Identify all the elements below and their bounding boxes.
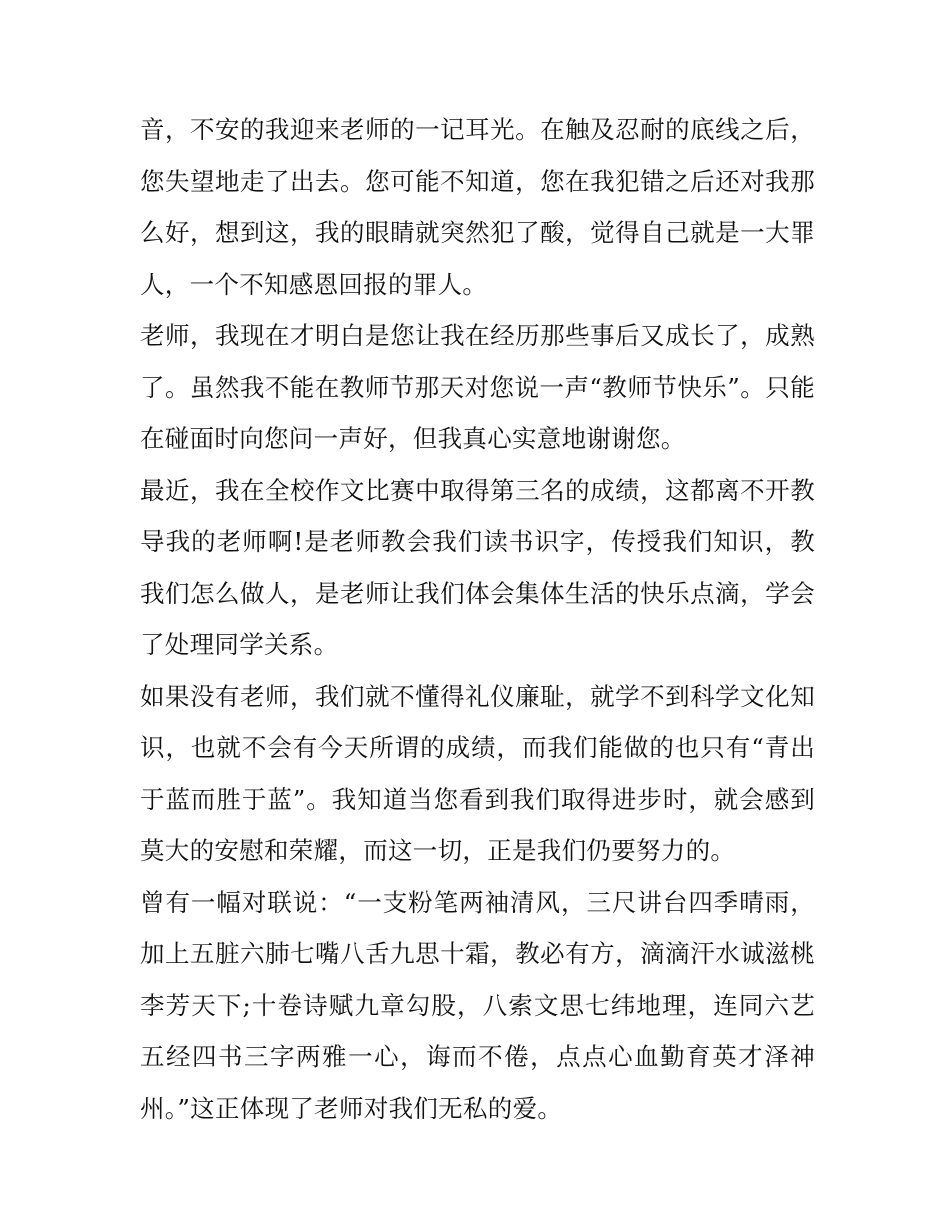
paragraph-3: 最近，我在全校作文比赛中取得第三名的成绩，这都离不开教导我的老师啊!是老师教会我们读书识字，传授我们知识，教我们怎么做人，是老师让我们体会集体生活的快乐点滴，学会了处理同学关系。 [140,475,815,659]
paragraph-2: 老师，我现在才明白是您让我在经历那些事后又成长了，成熟了。虽然我不能在教师节那天对您说一声“教师节快乐”。只能在碰面时向您问一声好，但我真心实意地谢谢您。 [140,321,815,453]
paragraph-5: 曾有一幅对联说：“一支粉笔两袖清风，三尺讲台四季晴雨，加上五脏六肺七嘴八舌九思十霜，教必有方，滴滴汗水诚滋桃李芳天下;十卷诗赋九章勾股，八索文思七纬地理，连同六艺五经四书三字两雅一心，诲而不倦，点点心血勤育英才泽神州。”这正体现了老师对我们无私的爱。 [140,887,815,1123]
document-body [140,104,815,1134]
paragraph-4: 如果没有老师，我们就不懂得礼仪廉耻，就学不到科学文化知识，也就不会有今天所谓的成绩，而我们能做的也只有“青出于蓝而胜于蓝”。我知道当您看到我们取得进步时，就会感到莫大的安慰和荣耀，而这一切，正是我们仍要努力的。 [140,681,815,865]
paragraph-1: 音，不安的我迎来老师的一记耳光。在触及忍耐的底线之后，您失望地走了出去。您可能不知道，您在我犯错之后还对我那么好，想到这，我的眼睛就突然犯了酸，觉得自己就是一大罪人，一个不知感恩回报的罪人。 [140,115,815,299]
